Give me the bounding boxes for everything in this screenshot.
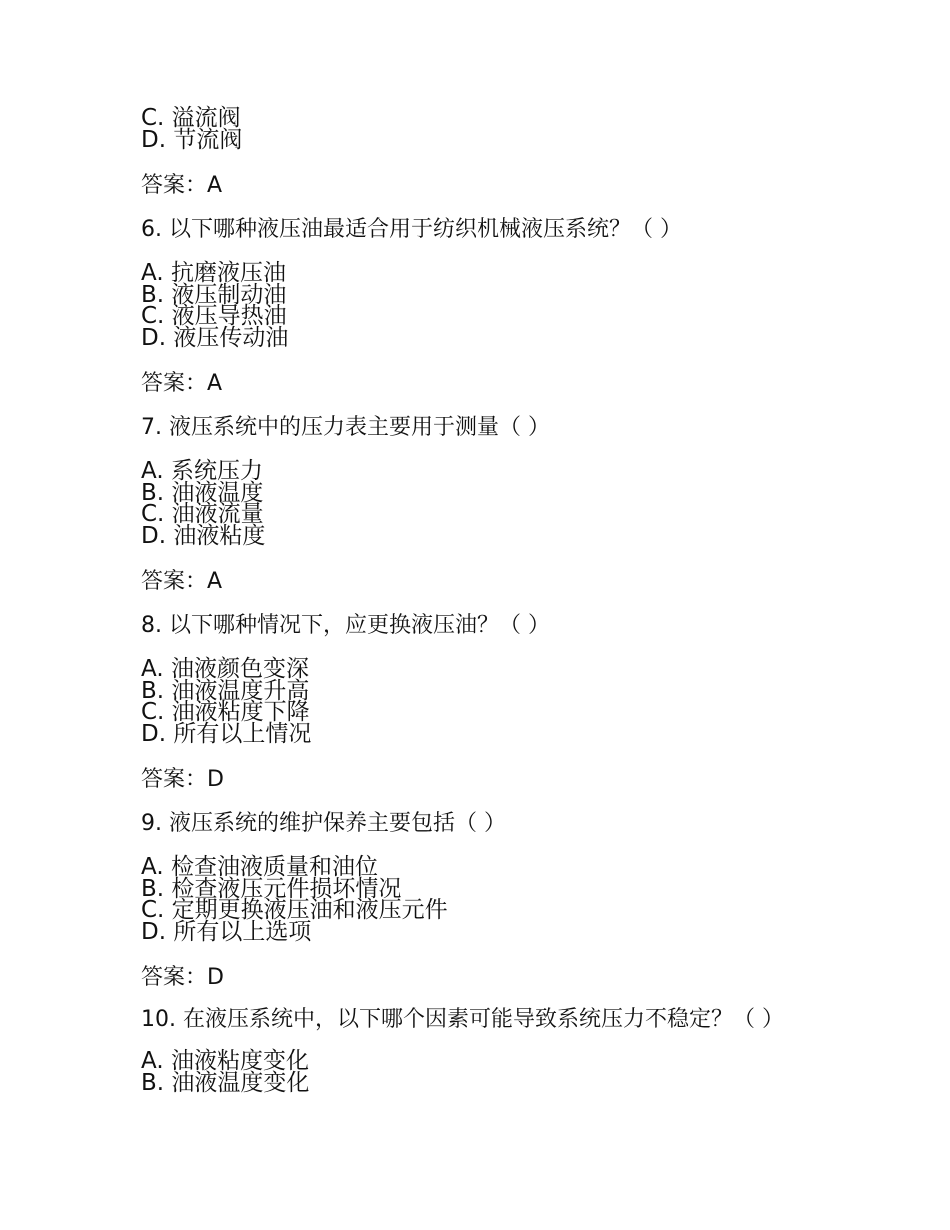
option-list bbox=[141, 854, 821, 945]
option-d: D. 液压传动油 bbox=[141, 324, 289, 351]
option-a: A. 油液颜色变深 bbox=[141, 656, 309, 682]
option-c: C. 溢流阀 bbox=[141, 105, 241, 131]
question-6: 6. 以下哪种液压油最适合用于纺织机械液压系统？（ ） bbox=[141, 217, 682, 242]
option-d: D. 节流阀 bbox=[141, 126, 243, 153]
option-a: A. 油液粘度变化 bbox=[141, 1048, 309, 1074]
option-b: B. 油液温度 bbox=[141, 479, 264, 506]
document-page bbox=[141, 105, 821, 1096]
option-c: C. 油液粘度下降 bbox=[141, 699, 310, 725]
answer-line: 答案：A bbox=[141, 569, 223, 594]
option-list bbox=[141, 105, 821, 153]
answer-line: 答案：D bbox=[141, 965, 224, 990]
option-a: A. 系统压力 bbox=[141, 458, 263, 484]
question-7: 7. 液压系统中的压力表主要用于测量（ ） bbox=[141, 415, 550, 440]
option-list bbox=[141, 260, 821, 351]
option-list bbox=[141, 1048, 821, 1096]
answer-line: 答案：A bbox=[141, 371, 223, 396]
option-b: B. 液压制动油 bbox=[141, 281, 287, 308]
option-c: C. 定期更换液压油和液压元件 bbox=[141, 897, 448, 923]
option-c: C. 油液流量 bbox=[141, 501, 264, 527]
option-a: A. 抗磨液压油 bbox=[141, 260, 286, 286]
option-d: D. 油液粘度 bbox=[141, 522, 266, 549]
option-b: B. 油液温度变化 bbox=[141, 1069, 310, 1096]
question-10: 10. 在液压系统中，以下哪个因素可能导致系统压力不稳定？（ ） bbox=[141, 1007, 784, 1032]
option-d: D. 所有以上选项 bbox=[141, 918, 312, 945]
option-d: D. 所有以上情况 bbox=[141, 720, 312, 747]
option-c: C. 液压导热油 bbox=[141, 303, 287, 329]
answer-line: 答案：D bbox=[141, 767, 224, 792]
option-list bbox=[141, 458, 821, 549]
question-8: 8. 以下哪种情况下，应更换液压油？（ ） bbox=[141, 613, 550, 638]
question-9: 9. 液压系统的维护保养主要包括（ ） bbox=[141, 811, 506, 836]
option-list bbox=[141, 656, 821, 747]
option-b: B. 检查液压元件损坏情况 bbox=[141, 875, 402, 902]
answer-line: 答案：A bbox=[141, 173, 223, 198]
option-a: A. 检查油液质量和油位 bbox=[141, 854, 378, 880]
option-b: B. 油液温度升高 bbox=[141, 677, 310, 704]
